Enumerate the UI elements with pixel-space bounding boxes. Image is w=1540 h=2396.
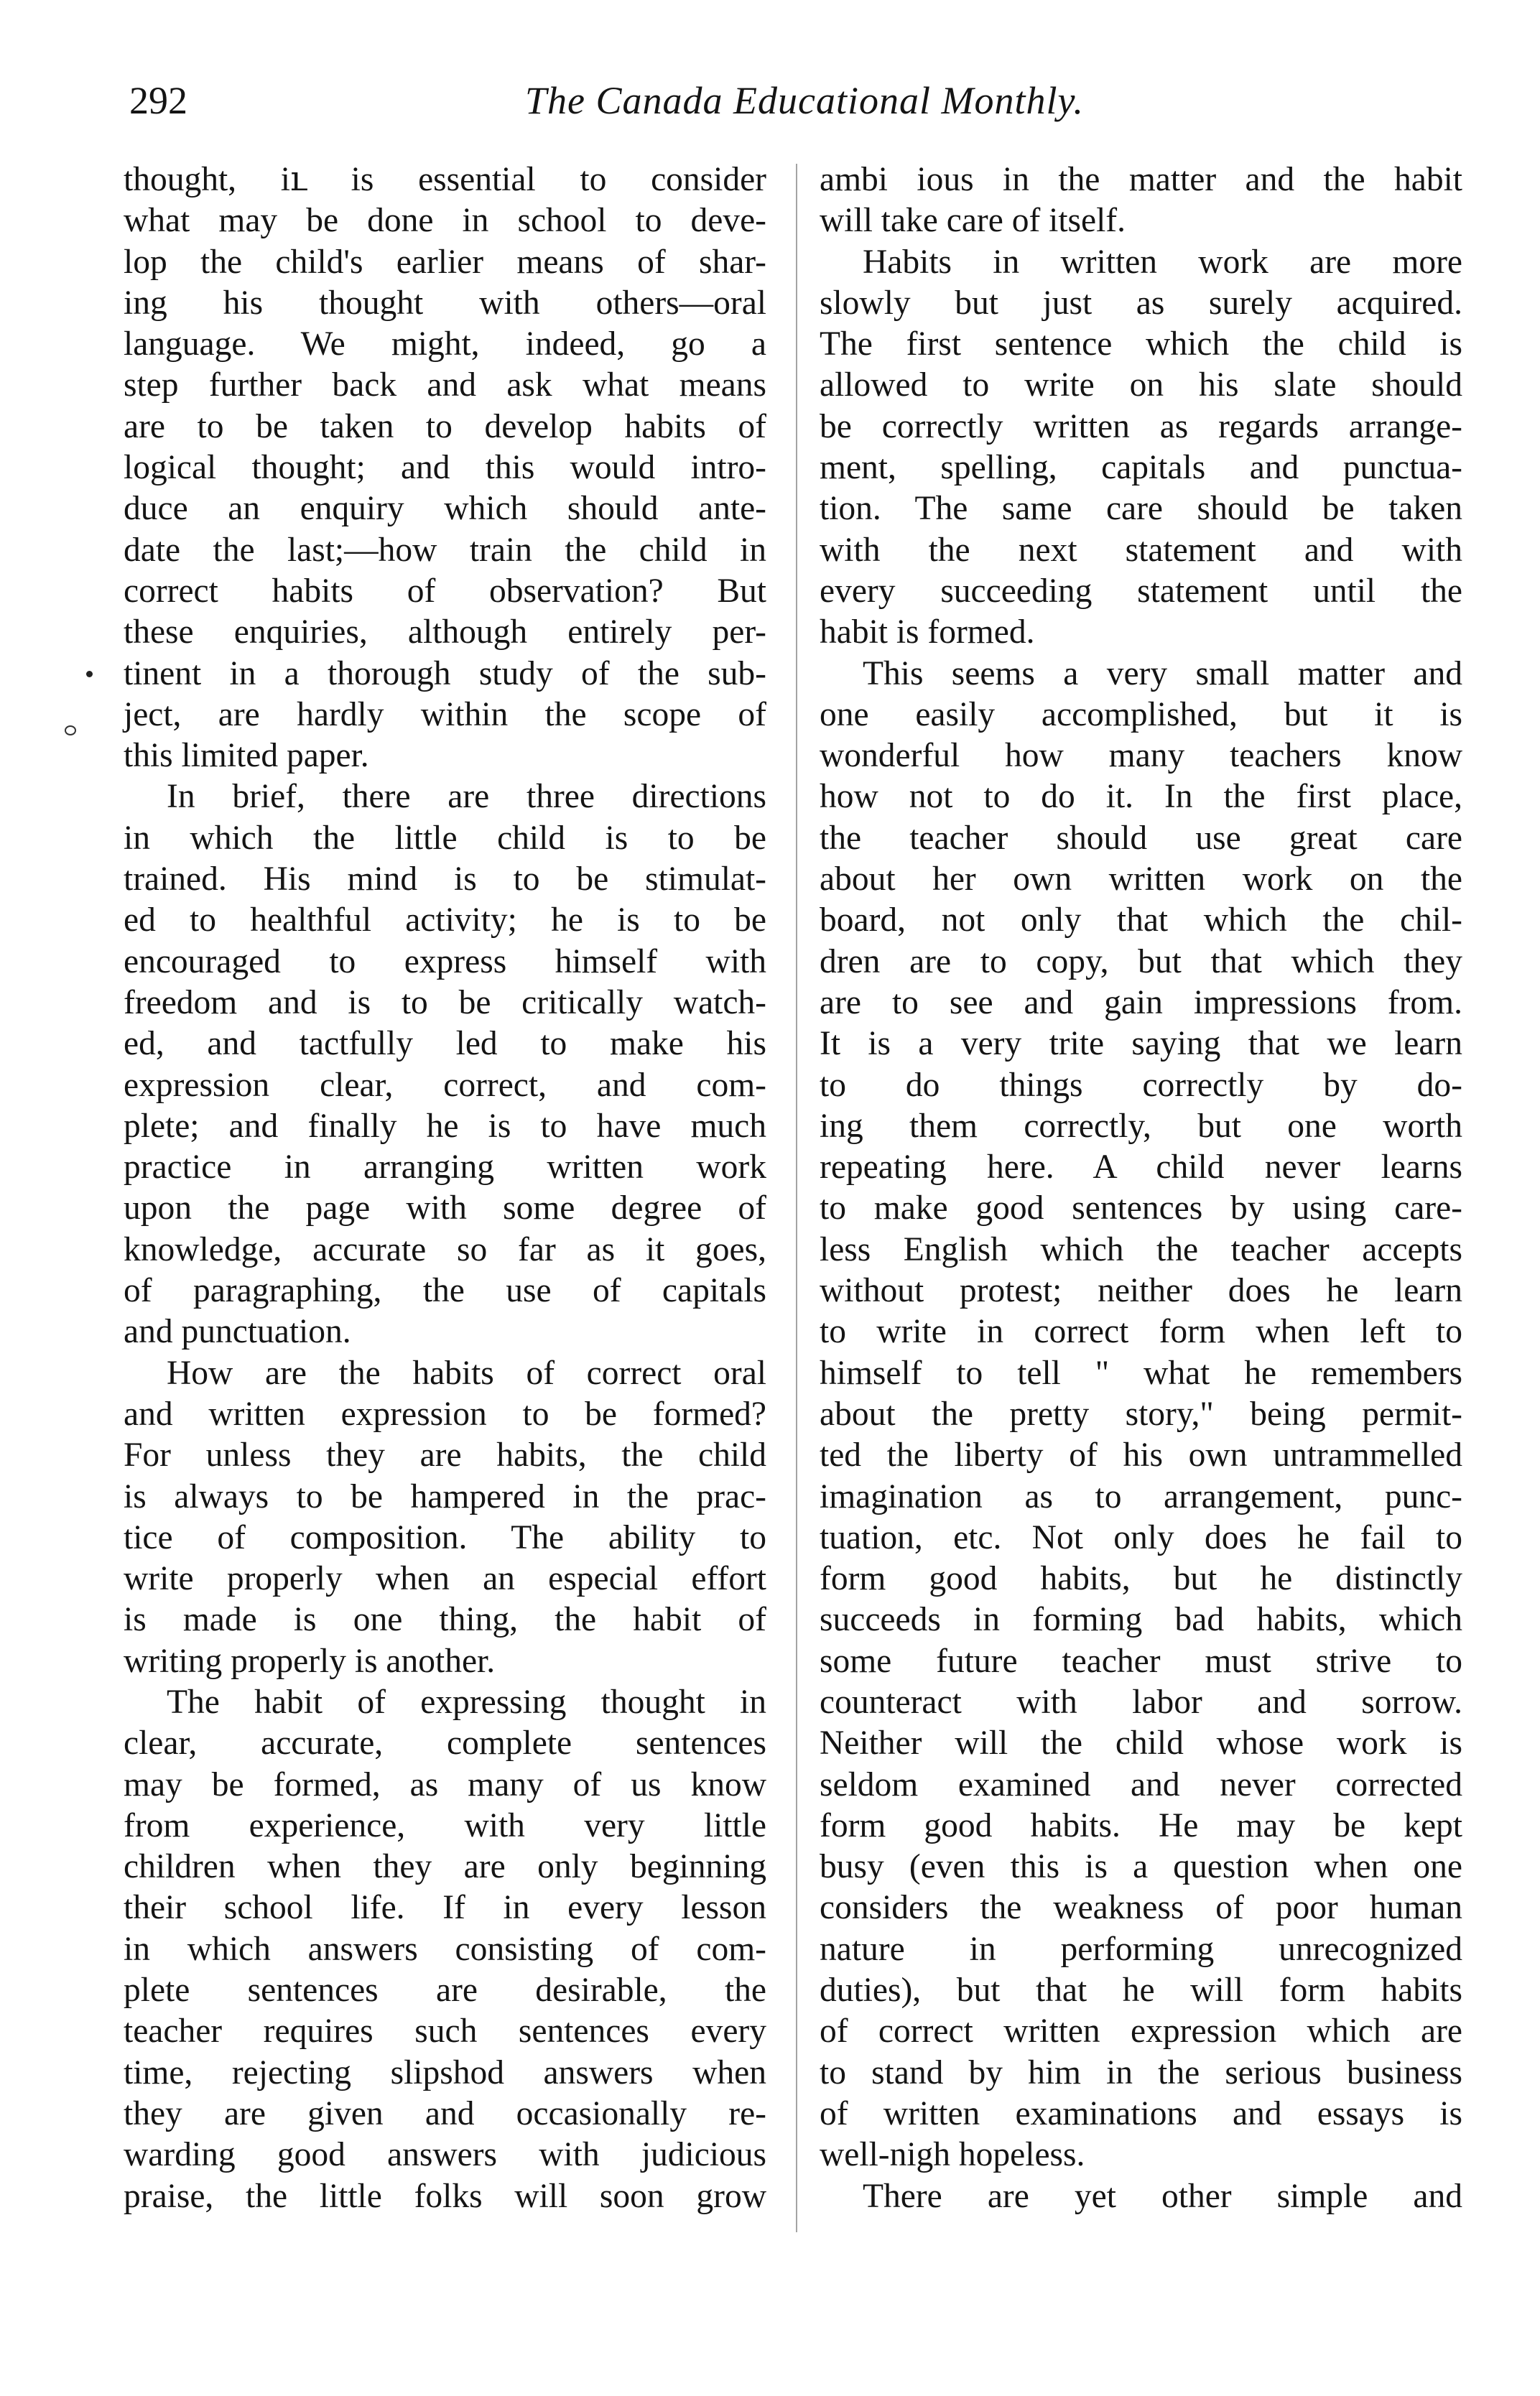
text-line: duties), but that he will form habits — [820, 1972, 1462, 2010]
text-line: nature in performing unrecognized — [820, 1930, 1462, 1968]
text-line: busy (even this is a question when one — [820, 1848, 1462, 1886]
text-line: practice in arranging written work — [124, 1148, 766, 1187]
text-line: tuation, etc. Not only does he fail to — [820, 1518, 1462, 1556]
text-line: ject, are hardly within the scope of — [124, 695, 766, 733]
text-line: less English which the teacher accepts — [820, 1230, 1462, 1268]
text-line: to stand by him in the serious business — [820, 2053, 1462, 2091]
text-line: slowly but just as surely acquired. — [820, 284, 1462, 322]
text-line: teacher requires such sentences every — [124, 2012, 766, 2051]
text-line: in which answers consisting of com- — [124, 1930, 766, 1968]
text-line: form good habits. He may be kept — [820, 1806, 1462, 1844]
text-line: freedom and is to be critically watch- — [124, 983, 766, 1021]
text-line: well-nigh hopeless. — [820, 2136, 1085, 2174]
text-line: may be formed, as many of us know — [124, 1765, 766, 1803]
text-line: how not to do it. In the first place, — [820, 778, 1462, 816]
text-line: habit is formed. — [820, 613, 1035, 651]
text-line: In brief, there are three directions — [167, 778, 766, 816]
text-line: tion. The same care should be taken — [820, 490, 1462, 528]
text-line: plete sentences are desirable, the — [124, 1972, 766, 2010]
text-line: board, not only that which the chil- — [820, 901, 1462, 939]
text-line: There are yet other simple and — [863, 2177, 1462, 2215]
text-line: children when they are only beginning — [124, 1848, 766, 1886]
text-line: with the next statement and with — [820, 531, 1462, 569]
text-line: plete; and finally he is to have much — [124, 1107, 766, 1145]
text-line: about the pretty story," being permit- — [820, 1395, 1462, 1433]
text-line: allowed to write on his slate should — [820, 366, 1462, 404]
text-line: be correctly written as regards arrange- — [820, 407, 1462, 445]
text-line: clear, accurate, complete sentences — [124, 1724, 766, 1763]
text-line: some future teacher must strive to — [820, 1642, 1462, 1680]
text-line: lop the child's earlier means of shar- — [124, 243, 766, 281]
right-text-column — [820, 159, 1462, 2217]
text-line: and written expression to be formed? — [124, 1395, 766, 1433]
text-line: considers the weakness of poor human — [820, 1889, 1462, 1927]
text-line: himself to tell " what he remembers — [820, 1354, 1462, 1392]
text-line: ment, spelling, capitals and punctua- — [820, 449, 1462, 487]
print-speck — [65, 725, 76, 735]
text-line: this limited paper. — [124, 737, 369, 775]
text-line: The habit of expressing thought in — [167, 1683, 766, 1721]
text-line: correct habits of observation? But — [124, 572, 766, 610]
text-line: duce an enquiry which should ante- — [124, 490, 766, 528]
text-line: expression clear, correct, and com- — [124, 1066, 766, 1104]
running-title: The Canada Educational Monthly. — [525, 79, 1084, 122]
text-line: step further back and ask what means — [124, 366, 766, 404]
text-line: logical thought; and this would intro- — [124, 449, 766, 487]
text-line: ed, and tactfully led to make his — [124, 1025, 766, 1063]
text-line: date the last;—how train the child in — [124, 531, 766, 569]
text-line: about her own written work on the — [820, 860, 1462, 898]
text-line: to write in correct form when left to — [820, 1313, 1462, 1351]
text-line: upon the page with some degree of — [124, 1189, 766, 1227]
column-divider — [796, 164, 797, 2232]
text-line: This seems a very small matter and — [863, 654, 1462, 692]
text-line: For unless they are habits, the child — [124, 1436, 766, 1475]
text-line: from experience, with very little — [124, 1806, 766, 1844]
text-line: the teacher should use great care — [820, 819, 1462, 857]
text-line: writing properly is another. — [124, 1642, 496, 1680]
text-line: ing them correctly, but one worth — [820, 1107, 1462, 1145]
text-line: language. We might, indeed, go a — [124, 325, 766, 363]
text-line: repeating here. A child never learns — [820, 1148, 1462, 1187]
text-line: succeeds in forming bad habits, which — [820, 1601, 1462, 1639]
text-line: Neither will the child whose work is — [820, 1724, 1462, 1763]
text-line: seldom examined and never corrected — [820, 1765, 1462, 1803]
text-line: How are the habits of correct oral — [167, 1354, 766, 1392]
text-line: knowledge, accurate so far as it goes, — [124, 1230, 766, 1268]
running-header — [129, 68, 1480, 133]
print-speck — [86, 671, 93, 677]
text-line: will take care of itself. — [820, 202, 1126, 240]
text-line: is made is one thing, the habit of — [124, 1601, 766, 1639]
page-number: 292 — [129, 79, 187, 122]
text-line: of written examinations and essays is — [820, 2094, 1462, 2132]
text-line: ambi ious in the matter and the habit — [820, 161, 1462, 198]
text-line: trained. His mind is to be stimulat- — [124, 860, 766, 898]
text-line: ing his thought with others—oral — [124, 284, 766, 322]
text-line: tinent in a thorough study of the sub- — [124, 654, 766, 692]
text-line: thought, iւ is essential to consider — [124, 161, 766, 198]
text-line: every succeeding statement until the — [820, 572, 1462, 610]
text-line: counteract with labor and sorrow. — [820, 1683, 1462, 1721]
text-line: these enquiries, although entirely per- — [124, 613, 766, 651]
text-line: The first sentence which the child is — [820, 325, 1462, 363]
text-line: is always to be hampered in the prac- — [124, 1477, 766, 1515]
text-line: their school life. If in every lesson — [124, 1889, 766, 1927]
left-text-column — [124, 159, 766, 2217]
text-line: of correct written expression which are — [820, 2012, 1462, 2051]
text-line: form good habits, but he distinctly — [820, 1560, 1462, 1598]
text-line: of paragraphing, the use of capitals — [124, 1272, 766, 1310]
text-line: in which the little child is to be — [124, 819, 766, 857]
text-line: praise, the little folks will soon grow — [124, 2177, 766, 2215]
text-line: to do things correctly by do- — [820, 1066, 1462, 1104]
text-line: warding good answers with judicious — [124, 2136, 766, 2174]
text-line: one easily accomplished, but it is — [820, 695, 1462, 733]
text-line: without protest; neither does he learn — [820, 1272, 1462, 1310]
text-line: to make good sentences by using care- — [820, 1189, 1462, 1227]
text-line: wonderful how many teachers know — [820, 737, 1462, 775]
text-line: tice of composition. The ability to — [124, 1518, 766, 1556]
text-line: and punctuation. — [124, 1313, 351, 1351]
text-line: ted the liberty of his own untrammelled — [820, 1436, 1462, 1475]
text-line: write properly when an especial effort — [124, 1560, 766, 1598]
text-line: Habits in written work are more — [863, 243, 1462, 281]
text-line: dren are to copy, but that which they — [820, 942, 1462, 980]
text-line: what may be done in school to deve- — [124, 202, 766, 240]
text-line: time, rejecting slipshod answers when — [124, 2053, 766, 2091]
text-line: are to see and gain impressions from. — [820, 983, 1462, 1021]
text-line: imagination as to arrangement, punc- — [820, 1477, 1462, 1515]
text-line: encouraged to express himself with — [124, 942, 766, 980]
text-line: they are given and occasionally re- — [124, 2094, 766, 2132]
text-line: ed to healthful activity; he is to be — [124, 901, 766, 939]
text-line: are to be taken to develop habits of — [124, 407, 766, 445]
text-line: It is a very trite saying that we learn — [820, 1025, 1462, 1063]
